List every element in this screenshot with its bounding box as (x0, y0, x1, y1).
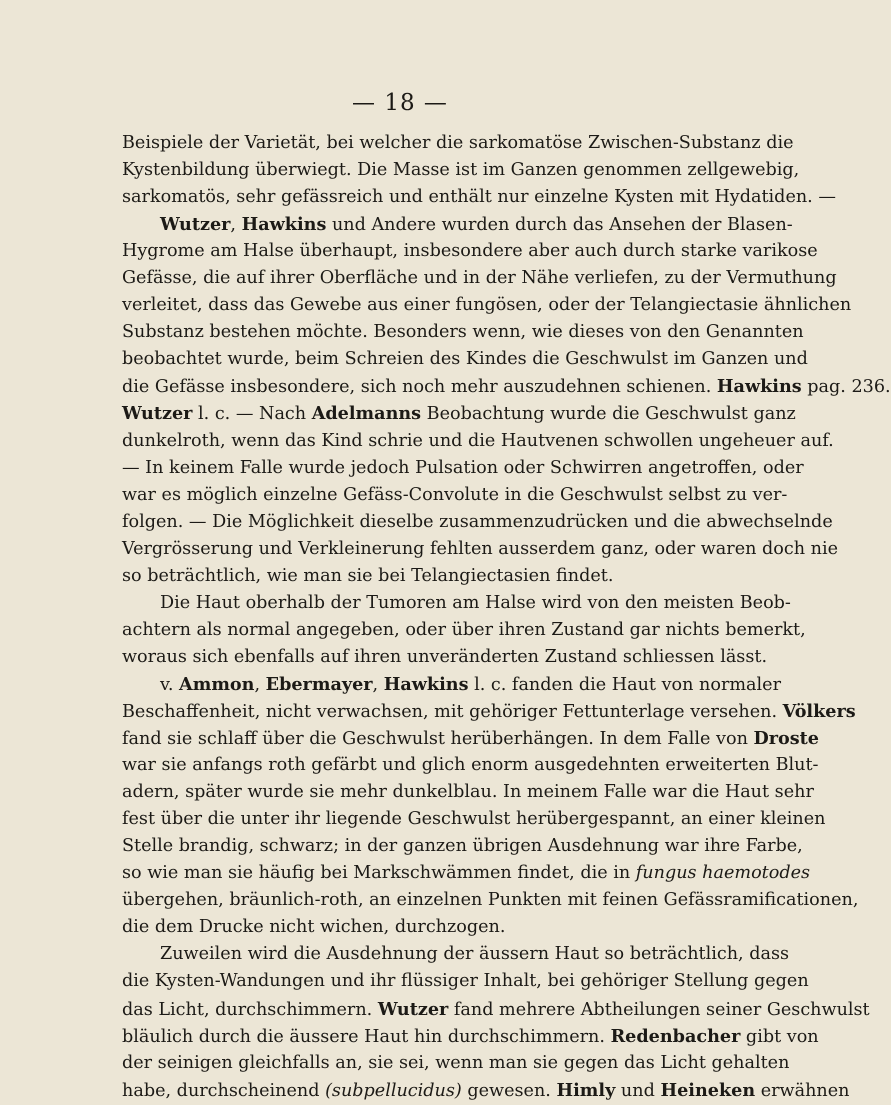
author-name: Ebermayer (265, 673, 373, 695)
text-segment: übergehen, bräunlich-roth, an einzelnen Punkten mit feinen Gefässramificationen, (122, 890, 859, 911)
text-line (122, 400, 796, 427)
body-text (122, 130, 891, 1104)
author-name: Droste (753, 728, 820, 750)
author-name: Redenbacher (610, 1025, 741, 1047)
text-line (122, 563, 696, 590)
author-name: Adelmanns (311, 403, 422, 425)
author-name: Wutzer (160, 214, 231, 236)
text-line (122, 1050, 790, 1077)
text-segment: fest über die unter ihr liegende Geschwulst herübergespannt, an einer kleinen (122, 809, 826, 830)
text-line (122, 157, 800, 184)
text-segment: die Kysten-Wandungen und ihr flüssiger Inhalt, bei gehöriger Stellung gegen (122, 971, 809, 992)
text-segment: Hygrome am Halse überhaupt, insbesondere aber auch durch starke varikose (122, 241, 818, 262)
text-segment: v. Ammon, Ebermayer, Hawkins l. c. fanden die Haut von normaler (160, 673, 781, 695)
text-line (122, 698, 856, 725)
text-line (122, 373, 891, 400)
text-line (122, 536, 839, 563)
text-segment: habe, durchscheinend (122, 1080, 326, 1101)
text-segment: fand sie schlaff über die Geschwulst herüberhängen. In dem Falle von Droste (122, 728, 820, 750)
author-name: Wutzer (377, 998, 449, 1020)
text-line (122, 292, 852, 319)
author-name: Heineken (660, 1079, 756, 1101)
text-line (122, 671, 781, 698)
text-line (122, 428, 834, 455)
page-number-header: — 18 — (352, 90, 448, 116)
text-segment: der seinigen gleichfalls an, sie sei, wenn man sie gegen das Licht gehalten (122, 1052, 790, 1073)
text-segment: Wutzer, Hawkins und Andere wurden durch das Ansehen der Blasen- (160, 214, 793, 236)
text-line (122, 644, 768, 671)
text-line (122, 941, 790, 968)
text-line (122, 130, 794, 157)
author-name: Wutzer (122, 403, 193, 425)
text-segment: adern, später wurde sie mehr dunkelblau. In meinem Falle war die Haut sehr (122, 782, 814, 803)
text-line (122, 887, 859, 914)
text-line (122, 455, 804, 482)
text-segment: war es möglich einzelne Gefäss-Convolute in die Geschwulst selbst zu ver- (122, 484, 788, 505)
text-line (122, 482, 788, 509)
text-line (122, 590, 791, 617)
text-segment: Vergrösserung und Verkleinerung fehlten ausserdem ganz, oder waren doch nie (122, 538, 839, 559)
text-line (122, 211, 793, 238)
text-segment: die Gefässe insbesondere, sich noch mehr auszudehnen schienen. Hawkins pag. 236. (122, 376, 891, 398)
text-line (122, 184, 836, 211)
text-line (122, 725, 820, 752)
text-segment: verleitet, dass das Gewebe aus einer fungösen, oder der Telangiectasie ähnlichen (122, 295, 852, 316)
text-segment: Substanz bestehen möchte. Besonders wenn, wie dieses von den Genannten (122, 322, 804, 343)
text-line (122, 346, 808, 373)
text-segment: achtern als normal angegeben, oder über ihren Zustand gar nichts bemerkt, (122, 619, 806, 640)
text-segment: Beschaffenheit, nicht verwachsen, mit gehöriger Fettunterlage versehen. Völkers (122, 700, 856, 722)
text-segment: — In keinem Falle wurde jedoch Pulsation oder Schwirren angetroffen, oder (122, 457, 804, 478)
text-line (122, 509, 833, 536)
text-segment: Kystenbildung überwiegt. Die Masse ist im Ganzen genommen zellgewebig, (122, 160, 800, 181)
text-line (122, 238, 818, 265)
text-line (122, 806, 826, 833)
text-line (122, 1077, 850, 1104)
text-segment: Wutzer l. c. — Nach Adelmanns Beobachtung wurde die Geschwulst ganz (122, 403, 796, 425)
text-line (122, 752, 819, 779)
text-segment: Beispiele der Varietät, bei welcher die sarkomatöse Zwischen-Substanz die (122, 133, 794, 153)
text-segment: gewesen. Himly und Heineken erwähnen (461, 1079, 850, 1101)
text-segment: Zuweilen wird die Ausdehnung der äussern Haut so beträchtlich, dass (160, 944, 790, 965)
text-segment: war sie anfangs roth gefärbt und glich enorm ausgedehnten erweiterten Blut- (122, 755, 819, 776)
text-line (122, 996, 870, 1023)
text-segment: Gefässe, die auf ihrer Oberfläche und in der Nähe verliefen, zu der Vermuthung (122, 268, 837, 289)
text-line (122, 860, 811, 887)
text-segment: Die Haut oberhalb der Tumoren am Halse wird von den meisten Beob- (160, 592, 791, 613)
text-line (122, 968, 809, 995)
text-line (122, 779, 814, 806)
text-segment: bläulich durch die äussere Haut hin durchschimmern. Redenbacher gibt von (122, 1025, 819, 1047)
text-segment: woraus sich ebenfalls auf ihren unveränderten Zustand schliessen lässt. (122, 646, 768, 667)
text-line (122, 914, 696, 941)
text-segment: so beträchtlich, wie man sie bei Telangiectasien findet. (122, 565, 614, 586)
italic-term: (subpellucidus) (325, 1080, 462, 1101)
author-name: Völkers (782, 700, 856, 722)
author-name: Hawkins (241, 214, 327, 236)
author-name: Ammon (179, 673, 255, 695)
text-segment: das Licht, durchschimmern. Wutzer fand mehrere Abtheilungen seiner Geschwulst (122, 998, 870, 1020)
text-line (122, 617, 806, 644)
author-name: Hawkins (383, 673, 469, 695)
text-line (122, 1023, 819, 1050)
text-line (122, 833, 803, 860)
text-segment: dunkelroth, wenn das Kind schrie und die Hautvenen schwollen ungeheuer auf. (122, 430, 834, 451)
text-segment: beobachtet wurde, beim Schreien des Kindes die Geschwulst im Ganzen und (122, 349, 808, 370)
text-line (122, 319, 804, 346)
text-segment: die dem Drucke nicht wichen, durchzogen. (122, 917, 506, 938)
text-segment: Stelle brandig, schwarz; in der ganzen übrigen Ausdehnung war ihre Farbe, (122, 836, 803, 857)
text-segment: sarkomatös, sehr gefässreich und enthält nur einzelne Kysten mit Hydatiden. — (122, 187, 836, 208)
text-segment: folgen. — Die Möglichkeit dieselbe zusammenzudrücken und die abwechselnde (122, 511, 833, 532)
italic-term: fungus haemotodes (635, 863, 811, 884)
text-line (122, 265, 837, 292)
author-name: Hawkins (716, 376, 802, 398)
author-name: Himly (556, 1079, 616, 1101)
text-segment: so wie man sie häufig bei Markschwämmen findet, die in (122, 863, 636, 884)
